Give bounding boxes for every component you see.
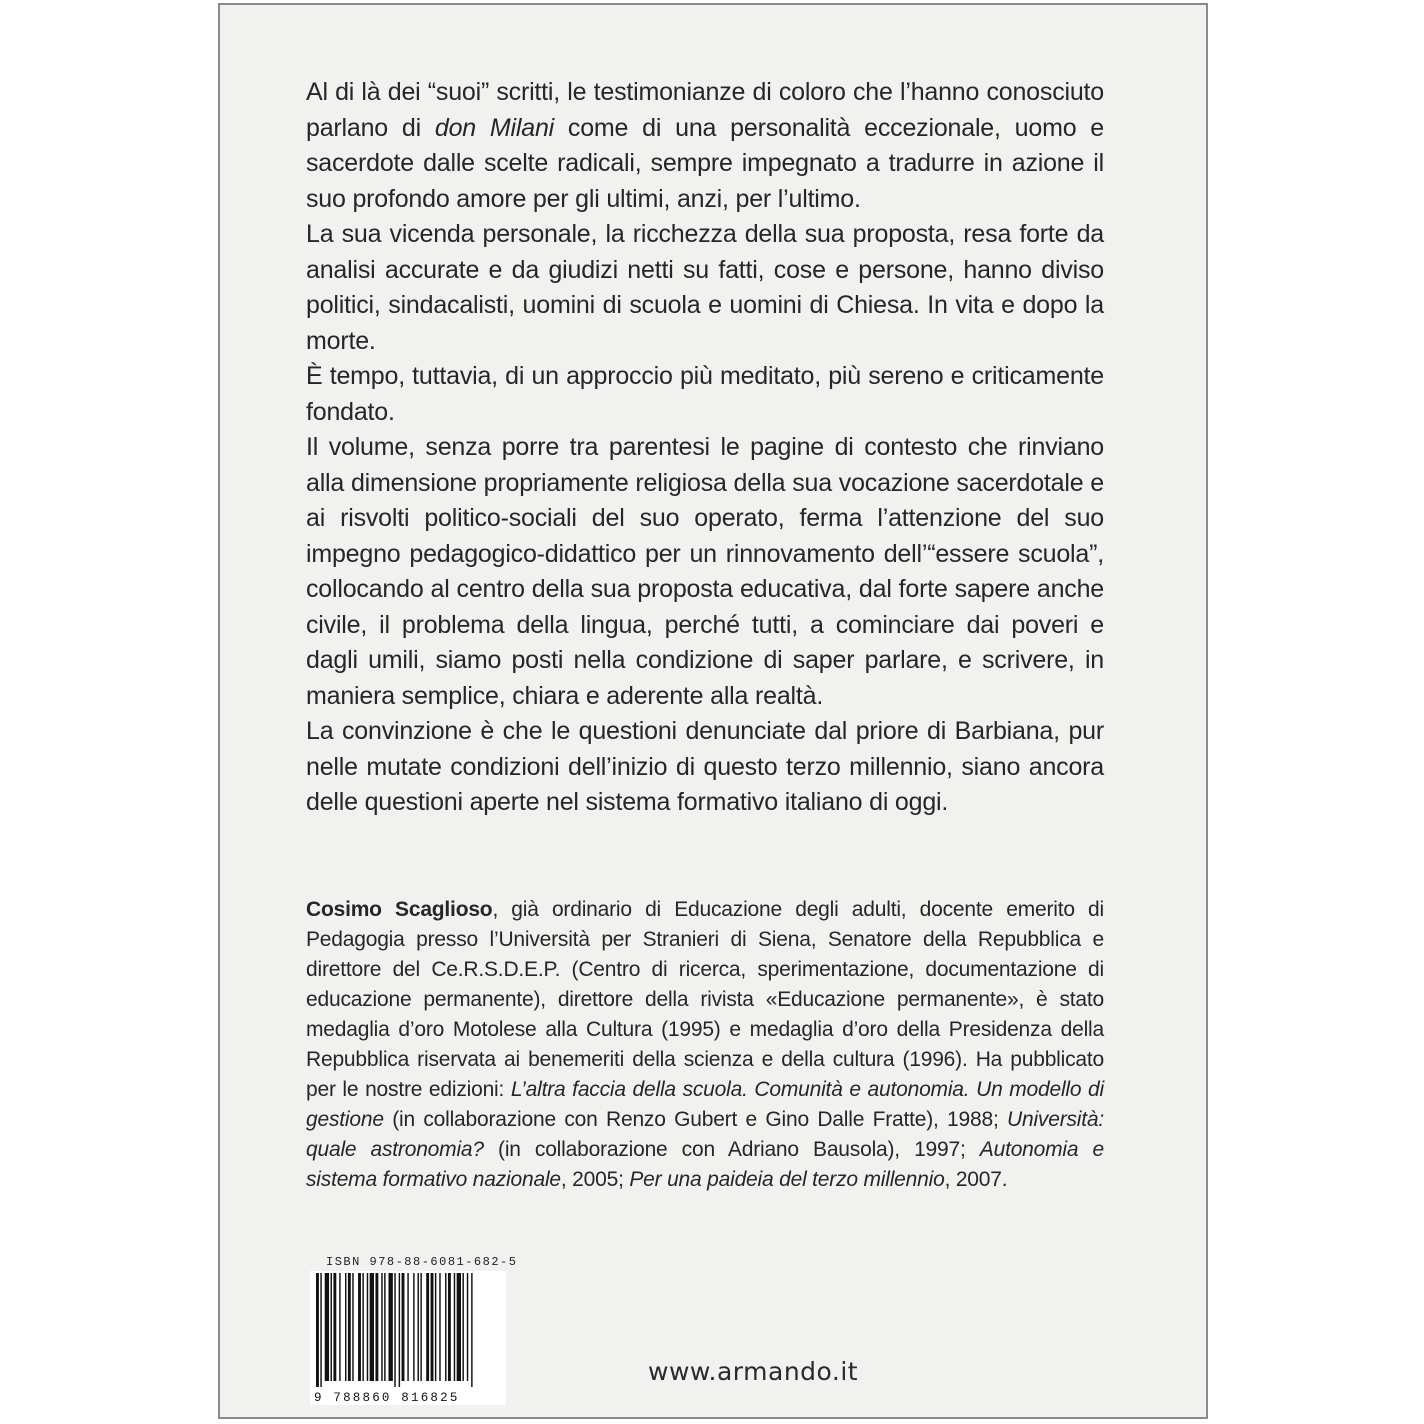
book-title: Autonomia e sistema formativo nazionale	[306, 1138, 1104, 1191]
book-title: Per una paideia del terzo millennio	[629, 1168, 945, 1191]
barcode-bar	[367, 1273, 368, 1381]
barcode-bar	[358, 1273, 361, 1381]
barcode-bar	[399, 1273, 400, 1387]
synopsis-paragraph-4: Il volume, senza porre tra parentesi le pagine di contesto che rinviano alla dimensione propriamente religiosa della sua vocazione sacerdotale e ai risvolti politico-sociali del suo operato, ferma l’attenzione del suo impegno pedagogico-didattico per un rinnovamento dell’“essere scuola”, collocando al centro della sua proposta educativa, dal forte sapere anche civile, il problema della lingua, perché tutti, a cominciare dai poveri e dagli umili, siamo posti nella condizione di saper parlare, e scrivere, in maniera semplice, chiara e aderente alla realtà.	[306, 433, 1104, 710]
book-back-cover	[218, 3, 1208, 1419]
barcode-bar	[348, 1273, 351, 1381]
barcode-bar	[325, 1273, 329, 1381]
barcode-bar	[320, 1273, 321, 1387]
synopsis-paragraph-5: La convinzione è che le questioni denunciate dal priore di Barbiana, pur nelle mutate condizioni dell’inizio di questo terzo millennio, siano ancora delle questioni aperte nel sistema formativo italiano di oggi.	[306, 717, 1104, 816]
barcode-bar	[352, 1273, 353, 1381]
barcode-digits: 9 788860 816825	[314, 1391, 460, 1405]
barcode-bar	[394, 1273, 395, 1387]
barcode-bar	[402, 1273, 405, 1381]
synopsis-paragraph-2: La sua vicenda personale, la ricchezza della sua proposta, resa forte da analisi accurate e da giudizi netti su fatti, cose e persone, hanno diviso politici, sindacalisti, uomini di scuola e uomini di Chiesa. In vita e dopo la morte.	[306, 220, 1104, 355]
barcode-bar	[381, 1273, 382, 1381]
barcode-bar	[462, 1273, 463, 1381]
barcode-bar	[316, 1273, 319, 1387]
publisher-website: www.armando.it	[648, 1357, 859, 1386]
book-title: L’altra faccia della scuola. Comunità e autonomia. Un modello di gestione	[306, 1078, 1105, 1131]
barcode-bar	[457, 1273, 461, 1381]
barcode-bar	[413, 1273, 414, 1381]
barcode-bar	[471, 1273, 472, 1387]
barcode-graphic	[310, 1271, 506, 1405]
author-bio-paragraph: Cosimo Scaglioso, già ordinario di Educazione degli adulti, docente emerito di Pedagogia presso l’Università per Stranieri di Siena, Senatore della Repubblica e direttore del Ce.R.S.D.E.P. (Centro di ricerca, sperimentazione, documentazione di educazione permanente), direttore della rivista «Educazione permanente», è stato medaglia d’oro Motolese alla Cultura (1995) e medaglia d’oro della Presidenza della Repubblica riservata ai benemeriti della scienza e della cultura (1996). Ha pubblicato per le nostre edizioni: L’altra faccia della scuola. Comunità e autonomia. Un modello di gestione (in collaborazione con Renzo Gubert e Gino Dalle Fratte), 1988; Università: quale astronomia? (in collaborazione con Adriano Bausola), 1997; Autonomia e sistema formativo nazionale, 2005; Per una paideia del terzo millennio, 2007.	[306, 898, 1105, 1191]
emphasis-don-milani: don Milani	[434, 113, 555, 142]
barcode-bar	[339, 1273, 340, 1381]
barcode-bar	[389, 1273, 393, 1381]
barcode-bar	[420, 1273, 421, 1381]
author-name: Cosimo Scaglioso	[306, 898, 493, 921]
barcode-bar	[439, 1273, 440, 1381]
barcode-bar	[362, 1273, 363, 1381]
barcode-bar	[333, 1273, 336, 1381]
barcode-bar	[431, 1273, 434, 1381]
barcode-bar	[407, 1273, 408, 1381]
isbn-label: ISBN 978-88-6081-682-5	[326, 1255, 518, 1269]
synopsis-text	[306, 75, 1104, 821]
barcode	[310, 1271, 506, 1405]
barcode-bar	[345, 1273, 346, 1381]
synopsis-paragraph-3: È tempo, tuttavia, di un approccio più meditato, più sereno e criticamente fondato.	[306, 362, 1104, 426]
barcode-bar	[467, 1273, 468, 1381]
synopsis-paragraph-1: Al di là dei “suoi” scritti, le testimonianze di coloro che l’hanno conosciuto parlano di don Milani come di una personalità eccezionale, uomo e sacerdote dalle scelte radicali, sempre impegnato a tradurre in azione il suo profondo amore per gli ultimi, anzi, per l’ultimo.	[306, 78, 1105, 213]
barcode-bar	[384, 1273, 385, 1381]
barcode-bar	[375, 1273, 378, 1381]
author-bio	[306, 895, 1104, 1195]
barcode-bar	[426, 1273, 429, 1381]
barcode-bar	[448, 1273, 451, 1381]
barcode-bar	[435, 1273, 436, 1381]
barcode-bar	[445, 1273, 446, 1381]
barcode-bar	[331, 1273, 332, 1381]
barcode-bar	[454, 1273, 455, 1381]
book-title: Università: quale astronomia?	[306, 1108, 1104, 1161]
barcode-bar	[370, 1273, 374, 1381]
barcode-bar	[418, 1273, 419, 1381]
